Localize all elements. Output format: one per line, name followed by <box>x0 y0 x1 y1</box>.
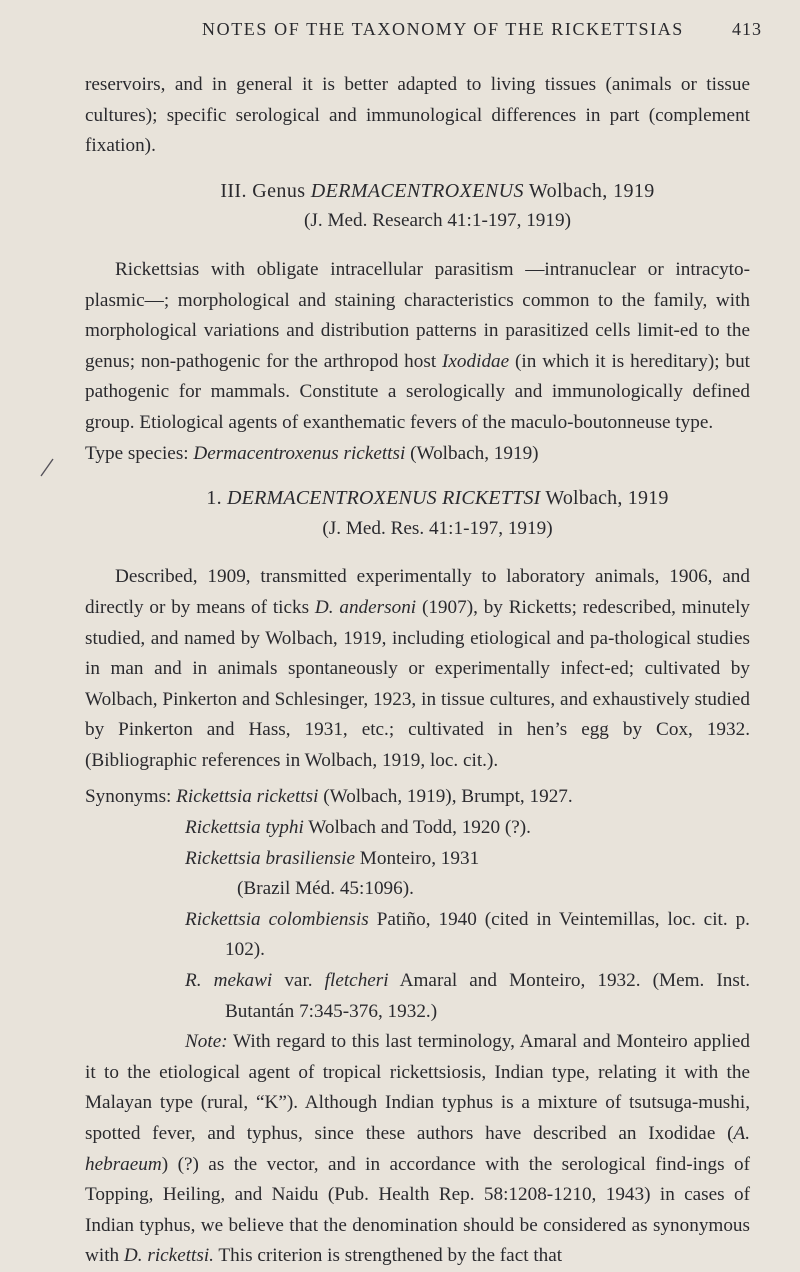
page-number: 413 <box>732 19 762 39</box>
genus-heading: III. Genus DERMACENTROXENUS Wolbach, 1919 <box>220 179 655 202</box>
paragraph-reservoirs: reservoirs, and in general it is better adapted to living tissues (animals or tissue cultures); specific serological and immunological differences in part (complement fixation). <box>85 74 750 157</box>
note-paragraph-start: Note: With regard to this last terminology, Amaral and Monteiro applied it to the etiological agent of tropical rickettsiosis, Indian type, relating it with the Malayan type (rural, “K”). Although Indian typhus is a mixture of tsutsuga-mushi, spotted fever, and typhus, since these authors have described an Ixodidae (A. hebraeum) (?) as the vector, and in accordance with the serological find-ings of Topping, Heiling, and Naidu (Pub. Health Rep. 58:1208-1210, 1943) in cases of Indian typhus, we believe that the denomination should be considered as synonymous with D. rickettsi. This criterion is strengthened by the fact that <box>85 1031 750 1267</box>
paragraph-genus-description: Rickettsias with obligate intracellular parasitism —intranuclear or intracyto-plasmic—; morphological and staining characteristics common to the family, with morphological variations and distribution patterns in parasitized cells limit-ed to the genus; non-pathogenic for the arthropod host Ixodidae (in which it is hereditary); but pathogenic for mammals. Constitute a serologically and immunologically defined group. Etiological agents of exanthematic fevers of the maculo-boutonneuse type. <box>85 258 750 433</box>
genus-citation: (J. Med. Research 41:1-197, 1919) <box>304 210 571 232</box>
running-head: NOTES OF THE TAXONOMY OF THE RICKETTSIAS <box>202 19 684 39</box>
page-header <box>0 14 800 44</box>
synonym-item: Rickettsia colombiensis Patiño, 1940 (cited in Veintemillas, loc. cit. p. 102). <box>185 908 750 961</box>
page-body <box>85 70 750 1272</box>
synonym-citation: (Brazil Méd. 45:1096). <box>237 878 414 900</box>
synonym-item: Rickettsia brasiliensie Monteiro, 1931 <box>185 847 480 869</box>
pencil-tick-mark <box>38 455 58 479</box>
species-heading: 1. DERMACENTROXENUS RICKETTSI Wolbach, 1919 <box>206 487 669 510</box>
synonyms-list <box>85 813 750 1027</box>
synonyms-line-1: Synonyms: Rickettsia rickettsi (Wolbach, 1919), Brumpt, 1927. <box>85 786 573 808</box>
synonym-item: Rickettsia typhi Wolbach and Todd, 1920 (?). <box>185 817 531 839</box>
synonym-item: R. mekawi var. fletcheri Amaral and Monteiro, 1932. (Mem. Inst. Butantán 7:345-376, 1932.) <box>185 970 750 1022</box>
species-citation: (J. Med. Res. 41:1-197, 1919) <box>322 517 553 539</box>
type-species-line: Type species: Dermacentroxenus rickettsi (Wolbach, 1919) <box>85 442 539 464</box>
paragraph-species-description: Described, 1909, transmitted experimentally to laboratory animals, 1906, and directly or by means of ticks D. andersoni (1907), by Ricketts; redescribed, minutely studied, and named by Wolbach, 1919, including etiological and pa-thological studies in man and in animals spontaneously or experimentally infect-ed; cultivated by Wolbach, Pinkerton and Schlesinger, 1923, in tissue cultures, and exhaustively studied by Pinkerton and Hass, 1931, etc.; cultivated in hen’s egg by Cox, 1932. (Bibliographic references in Wolbach, 1919, loc. cit.). <box>85 566 750 771</box>
